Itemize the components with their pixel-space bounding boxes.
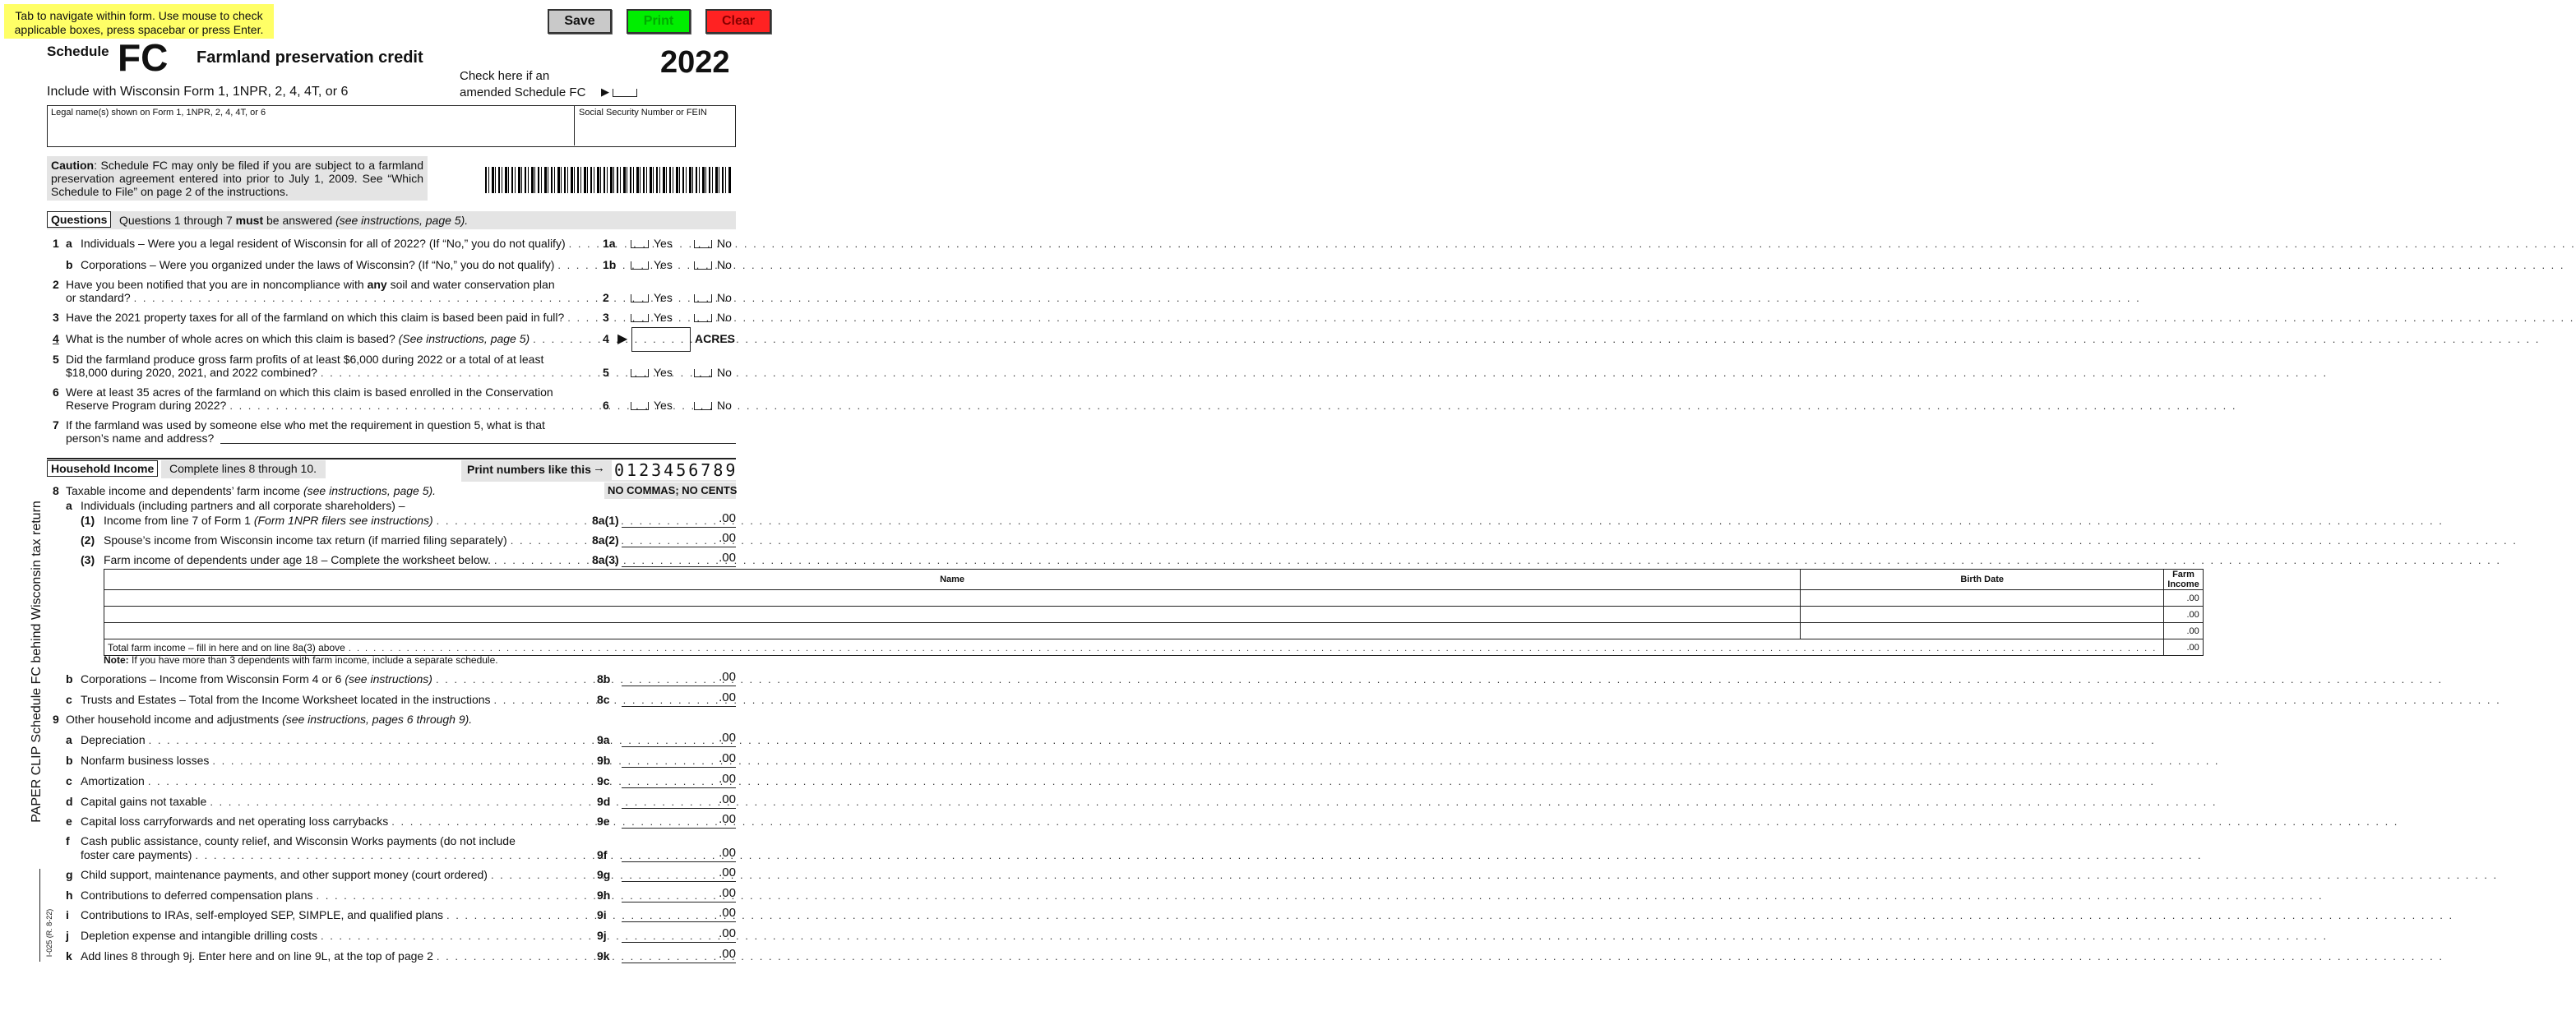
- l8a3-row: Farm income of dependents under age 18 – Complete the worksheet below. . . .: [104, 553, 590, 566]
- l9g-row: Child support, maintenance payments, and other support money (court ordered) . . .: [81, 868, 590, 881]
- l9d-row: Capital gains not taxable . . .: [81, 795, 590, 808]
- clear-button[interactable]: Clear: [705, 9, 771, 34]
- q1a-no-checkbox[interactable]: [694, 240, 712, 248]
- l9k-ref: 9k: [597, 949, 610, 963]
- l9e-row: Capital loss carryforwards and net operating loss carrybacks . . .: [81, 815, 590, 828]
- q6-no-checkbox[interactable]: [694, 402, 712, 410]
- l9h-letter: h: [66, 889, 73, 902]
- schedule-code: FC: [118, 36, 169, 79]
- l9k-row: Add lines 8 through 9j. Enter here and on line 9L, at the top of page 2 . . .: [81, 949, 590, 963]
- q1b-letter: b: [66, 258, 73, 271]
- q4-number: 4: [53, 332, 59, 345]
- print-numbers-sample: 0123456789: [612, 460, 740, 480]
- q1b-yes-label: Yes: [654, 258, 673, 271]
- total-farm-income[interactable]: .00: [2164, 639, 2204, 656]
- arrow-icon: →: [593, 461, 605, 475]
- form-code: I-025 (R. 8-22): [45, 908, 53, 958]
- q2-text-line2: or standard?: [66, 291, 131, 304]
- l8a2-ref: 8a(2): [592, 533, 619, 547]
- q6-text-row: [66, 399, 596, 412]
- l9j-letter: j: [66, 929, 69, 942]
- q5-ref: 5: [603, 366, 609, 379]
- acres-label: ACRES: [695, 332, 736, 345]
- l9e-letter: e: [66, 815, 72, 828]
- q3-number: 3: [53, 311, 59, 324]
- q7-text-line1: If the farmland was used by someone else who met the requirement in question 5, what is that: [66, 418, 545, 432]
- q5-text-row: [66, 366, 596, 379]
- dep-birth-input[interactable]: [1801, 623, 2164, 639]
- q1a-text: Individuals – Were you a legal resident of Wisconsin for all of 2022? (If “No,” you do not qualify): [81, 237, 566, 250]
- dependents-table: [104, 569, 2204, 656]
- l8b-letter: b: [66, 672, 73, 686]
- q1a-letter: a: [66, 237, 72, 250]
- acres-input[interactable]: [631, 327, 691, 352]
- l9i-amount[interactable]: .00: [622, 906, 736, 922]
- l9a-letter: a: [66, 733, 72, 746]
- q6-yes-label: Yes: [654, 399, 673, 412]
- l9k-letter: k: [66, 949, 72, 963]
- q5-number: 5: [53, 353, 59, 366]
- identity-divider: [574, 106, 575, 145]
- l9j-row: Depletion expense and intangible drilling costs . . .: [81, 929, 590, 942]
- name-input[interactable]: [51, 119, 569, 144]
- l9a-ref: 9a: [597, 733, 610, 746]
- q3-ref: 3: [603, 311, 609, 324]
- schedule-word: Schedule: [47, 44, 109, 59]
- q1a-text-row: [81, 237, 596, 250]
- q1b-ref: 1b: [603, 258, 617, 271]
- q6-ref: 6: [603, 399, 609, 412]
- household-income-label: Household Income: [47, 460, 158, 477]
- amended-label-2: amended Schedule FC: [460, 85, 586, 99]
- l8c-ref: 8c: [597, 693, 610, 706]
- q1a-no-label: No: [717, 237, 732, 250]
- q5-yes-checkbox[interactable]: [631, 369, 649, 377]
- q1b-no-checkbox[interactable]: [694, 261, 712, 270]
- dep-birth-input[interactable]: [1801, 590, 2164, 607]
- l8a1-num: (1): [81, 514, 95, 527]
- q1a-ref: 1a: [603, 237, 616, 250]
- table-row: [104, 623, 2204, 639]
- l8a3-ref: 8a(3): [592, 553, 619, 566]
- col-birth-header: Birth Date: [1801, 570, 2164, 590]
- l9g-amount[interactable]: .00: [622, 866, 736, 882]
- print-button[interactable]: Print: [627, 9, 691, 34]
- q4-text-row: [66, 332, 596, 345]
- ssn-input[interactable]: [579, 119, 732, 144]
- l9j-ref: 9j: [597, 929, 607, 942]
- l9h-amount[interactable]: .00: [622, 886, 736, 903]
- l9c-amount[interactable]: .00: [622, 772, 736, 788]
- q5-text-line2: $18,000 during 2020, 2021, and 2022 combined?: [66, 366, 317, 379]
- q6-number: 6: [53, 385, 59, 399]
- print-numbers-bar: [461, 460, 736, 482]
- l9b-amount[interactable]: .00: [622, 751, 736, 768]
- l8c-row: Trusts and Estates – Total from the Income Worksheet located in the instructions . . .: [81, 693, 590, 706]
- l8b-ref: 8b: [597, 672, 611, 686]
- q6-no-label: No: [717, 399, 732, 412]
- questions-bar: [47, 211, 736, 229]
- q2-number: 2: [53, 278, 59, 291]
- table-total-row: [104, 639, 2204, 656]
- l9-text: Other household income and adjustments (see instructions, pages 6 through 9).: [66, 713, 473, 726]
- q3-no-label: No: [717, 311, 732, 324]
- l9b-ref: 9b: [597, 754, 611, 767]
- q2-no-label: No: [717, 291, 732, 304]
- dep-name-input[interactable]: [104, 623, 1801, 639]
- caution-box: [47, 156, 428, 201]
- q1b-yes-checkbox[interactable]: [631, 261, 649, 270]
- q1b-no-label: No: [717, 258, 732, 271]
- q6-text-line2: Reserve Program during 2022?: [66, 399, 227, 412]
- l9g-letter: g: [66, 868, 73, 881]
- q5-no-label: No: [717, 366, 732, 379]
- caution-label: Caution: [51, 159, 95, 172]
- q3-no-checkbox[interactable]: [694, 314, 712, 322]
- q1a-yes-label: Yes: [654, 237, 673, 250]
- side-rule: [39, 869, 40, 962]
- l8a1-ref: 8a(1): [592, 514, 619, 527]
- q1a-yes-checkbox[interactable]: [631, 240, 649, 248]
- save-button[interactable]: Save: [548, 9, 612, 34]
- l9b-row: Nonfarm business losses . . .: [81, 754, 590, 767]
- q1-number: 1: [53, 237, 59, 250]
- q5-text-line1: Did the farmland produce gross farm profits of at least $6,000 during 2022 or a total of at least: [66, 353, 544, 366]
- l8a1-row: Income from line 7 of Form 1 (Form 1NPR filers see instructions) . . .: [104, 514, 590, 527]
- l8a1-amount[interactable]: .00: [622, 511, 736, 528]
- q4-italic: (See instructions, page 5): [398, 332, 530, 345]
- arrow-right-icon: ▶: [617, 332, 628, 346]
- l9f-letter: f: [66, 834, 70, 847]
- identity-box: [47, 105, 736, 147]
- l9f-amount[interactable]: .00: [622, 846, 736, 862]
- dep-farm-input[interactable]: .00: [2164, 623, 2204, 639]
- print-numbers-label: Print numbers like this: [467, 463, 591, 476]
- l9i-letter: i: [66, 908, 69, 921]
- amended-label-1: Check here if an: [460, 69, 550, 83]
- q5-yes-label: Yes: [654, 366, 673, 379]
- l8a2-num: (2): [81, 533, 95, 547]
- barcode: [485, 167, 732, 193]
- l9e-ref: 9e: [597, 815, 610, 828]
- l9d-ref: 9d: [597, 795, 611, 808]
- q7-number: 7: [53, 418, 59, 432]
- l9j-amount[interactable]: .00: [622, 926, 736, 943]
- dep-name-input[interactable]: [104, 590, 1801, 607]
- l8b-amount[interactable]: .00: [622, 670, 736, 686]
- q3-yes-checkbox[interactable]: [631, 314, 649, 322]
- l9i-ref: 9i: [597, 908, 607, 921]
- q2-text-line1: Have you been notified that you are in noncompliance with any soil and water conservation plan: [66, 278, 555, 291]
- l9f-row: foster care payments) . . .: [81, 848, 590, 861]
- q3-text: Have the 2021 property taxes for all of the farmland on which this claim is based been paid in full?: [66, 311, 565, 324]
- l9-number: 9: [53, 713, 59, 726]
- questions-intro: Questions 1 through 7 must be answered (see instructions, page 5).: [119, 214, 469, 227]
- q6-yes-checkbox[interactable]: [631, 402, 649, 410]
- q5-no-checkbox[interactable]: [694, 369, 712, 377]
- l8-number: 8: [53, 484, 59, 497]
- q2-yes-label: Yes: [654, 291, 673, 304]
- l8a3-amount[interactable]: .00: [622, 551, 736, 567]
- section-divider: [47, 458, 736, 459]
- dep-name-input[interactable]: [104, 607, 1801, 623]
- q2-ref: 2: [603, 291, 609, 304]
- l8b-row: Corporations – Income from Wisconsin Form 4 or 6 (see instructions) . . .: [81, 672, 590, 686]
- dependents-note: Note: If you have more than 3 dependents with farm income, include a separate schedule.: [104, 654, 498, 666]
- l8a2-row: Spouse’s income from Wisconsin income tax return (if married filing separately) . . .: [104, 533, 590, 547]
- questions-label: Questions: [47, 211, 111, 228]
- col-name-header: Name: [104, 570, 1801, 590]
- l9a-amount[interactable]: .00: [622, 731, 736, 747]
- l9c-ref: 9c: [597, 774, 610, 787]
- dep-farm-input[interactable]: .00: [2164, 590, 2204, 607]
- l8a-text: Individuals (including partners and all corporate shareholders) –: [81, 499, 405, 512]
- q7-text-line2: person’s name and address?: [66, 432, 215, 445]
- l8c-letter: c: [66, 693, 72, 706]
- l9k-amount[interactable]: .00: [622, 947, 736, 963]
- q4-text: What is the number of whole acres on which this claim is based?: [66, 332, 395, 345]
- page-title: Farmland preservation credit: [197, 48, 423, 67]
- complete-lines-note: Complete lines 8 through 10.: [161, 460, 326, 478]
- l9a-row: Depreciation . . .: [81, 733, 590, 746]
- q1b-text: Corporations – Were you organized under the laws of Wisconsin? (If “No,” you do not qualify): [81, 258, 555, 271]
- l9d-letter: d: [66, 795, 73, 808]
- l9c-row: Amortization . . .: [81, 774, 590, 787]
- q3-text-row: [66, 311, 596, 324]
- q3-yes-label: Yes: [654, 311, 673, 324]
- q2-yes-checkbox[interactable]: [631, 294, 649, 302]
- total-label-cell: Total farm income – fill in here and on line 8a(3) above . . .: [104, 639, 2164, 656]
- name-label: Legal name(s) shown on Form 1, 1NPR, 2, 4, 4T, or 6: [51, 108, 266, 118]
- include-line: Include with Wisconsin Form 1, 1NPR, 2, 4, 4T, or 6: [47, 85, 349, 99]
- q4-ref: 4: [603, 332, 609, 345]
- q7-input[interactable]: [220, 443, 736, 444]
- form-help-banner: Tab to navigate within form. Use mouse to check applicable boxes, press spacebar or press Enter.: [4, 4, 274, 39]
- l8a2-amount[interactable]: .00: [622, 531, 736, 547]
- q6-text-line1: Were at least 35 acres of the farmland on which this claim is based enrolled in the Conservation: [66, 385, 553, 399]
- amended-checkbox[interactable]: [613, 89, 637, 97]
- l9b-letter: b: [66, 754, 73, 767]
- dep-farm-input[interactable]: .00: [2164, 607, 2204, 623]
- l9h-row: Contributions to deferred compensation plans . . .: [81, 889, 590, 902]
- q1b-text-row: [81, 258, 596, 271]
- l9i-row: Contributions to IRAs, self-employed SEP, SIMPLE, and qualified plans . . .: [81, 908, 590, 921]
- ssn-label: Social Security Number or FEIN: [579, 108, 707, 118]
- l8a3-num: (3): [81, 553, 95, 566]
- q2-no-checkbox[interactable]: [694, 294, 712, 302]
- l9g-ref: 9g: [597, 868, 611, 881]
- dep-birth-input[interactable]: [1801, 607, 2164, 623]
- l9h-ref: 9h: [597, 889, 611, 902]
- l8a-letter: a: [66, 499, 72, 512]
- l9d-amount[interactable]: .00: [622, 792, 736, 809]
- arrow-right-icon: ▶: [601, 85, 609, 98]
- l9f-ref: 9f: [597, 848, 608, 861]
- caution-text: : Schedule FC may only be filed if you are subject to a farmland preservation agreement entered into prior to July 1, 2009. See “Which Schedule to File” on page 2 of the instructions.: [51, 159, 423, 198]
- l8-text: Taxable income and dependents’ farm income (see instructions, page 5).: [66, 484, 437, 497]
- l9e-amount[interactable]: .00: [622, 812, 736, 829]
- table-row: [104, 607, 2204, 623]
- l9c-letter: c: [66, 774, 72, 787]
- l8c-amount[interactable]: .00: [622, 690, 736, 707]
- table-row: [104, 590, 2204, 607]
- l9f-text-line1: Cash public assistance, county relief, and Wisconsin Works payments (do not include: [81, 834, 516, 847]
- col-farm-header: Farm Income: [2164, 570, 2204, 590]
- paperclip-text: PAPER CLIP Schedule FC behind Wisconsin tax return: [30, 501, 44, 823]
- q2-text-row: [66, 291, 596, 304]
- tax-year: 2022: [660, 45, 730, 80]
- no-commas-note: NO COMMAS; NO CENTS: [604, 482, 736, 499]
